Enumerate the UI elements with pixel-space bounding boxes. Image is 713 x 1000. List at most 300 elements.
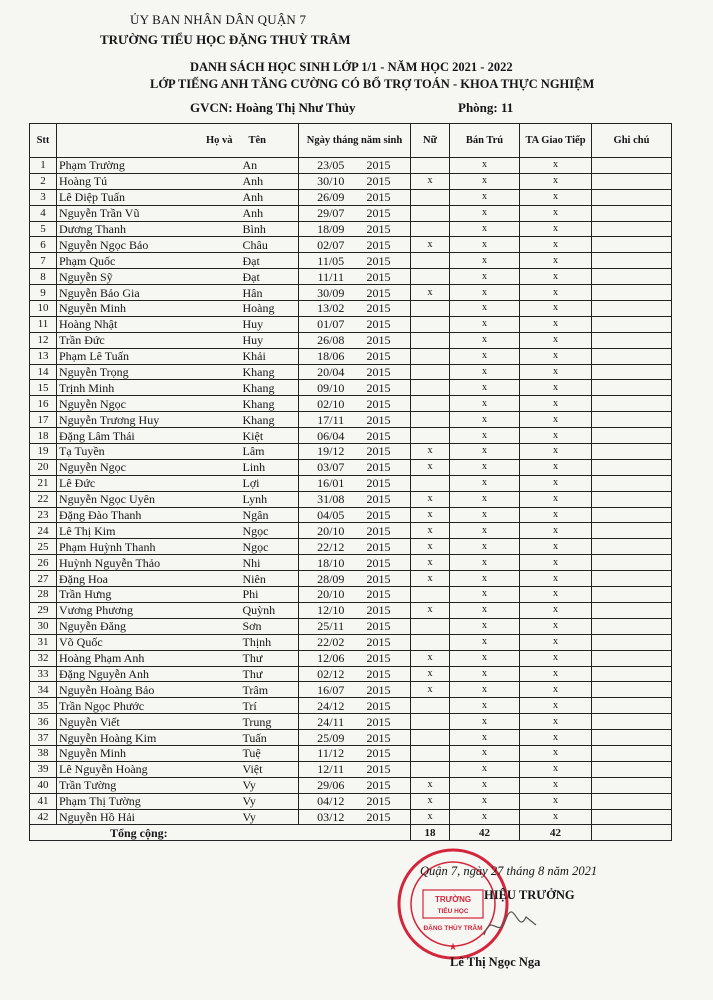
student-ten: Ngọc xyxy=(237,539,299,555)
student-stt: 8 xyxy=(30,269,57,285)
student-stt: 18 xyxy=(30,428,57,444)
document-title: DANH SÁCH HỌC SINH LỚP 1/1 - NĂM HỌC 2021 - 2022 xyxy=(190,60,513,74)
student-ho: Lê Nguyễn Hoàng xyxy=(57,761,237,777)
student-ten: Trung xyxy=(237,714,299,730)
table-row xyxy=(30,491,672,507)
header-school: TRƯỜNG TIỂU HỌC ĐẶNG THUỲ TRÂM xyxy=(100,32,351,47)
student-nu: x xyxy=(411,539,450,555)
table-row xyxy=(30,761,672,777)
student-ghi-chu xyxy=(592,698,672,714)
col-dob: Ngày tháng năm sinh xyxy=(299,124,411,158)
student-ho: Nguyễn Ngọc Uyên xyxy=(57,491,237,507)
student-stt: 42 xyxy=(30,809,57,825)
table-row xyxy=(30,587,672,603)
student-stt: 13 xyxy=(30,348,57,364)
student-dob-day: 24/12 xyxy=(299,698,363,714)
student-dob-day: 20/04 xyxy=(299,364,363,380)
student-ban-tru: x xyxy=(450,475,520,491)
student-stt: 27 xyxy=(30,571,57,587)
student-ban-tru: x xyxy=(450,348,520,364)
student-stt: 29 xyxy=(30,602,57,618)
student-ten: Lợi xyxy=(237,475,299,491)
student-dob-day: 12/11 xyxy=(299,761,363,777)
student-ta-giao-tiep: x xyxy=(520,777,592,793)
student-ho: Đặng Lâm Thái xyxy=(57,428,237,444)
student-nu: x xyxy=(411,507,450,523)
table-row xyxy=(30,698,672,714)
student-dob-day: 30/09 xyxy=(299,285,363,301)
student-dob-day: 02/10 xyxy=(299,396,363,412)
student-ban-tru: x xyxy=(450,761,520,777)
student-nu xyxy=(411,714,450,730)
student-ban-tru: x xyxy=(450,793,520,809)
student-ho: Đặng Nguyễn Anh xyxy=(57,666,237,682)
student-nu xyxy=(411,761,450,777)
student-ghi-chu xyxy=(592,205,672,221)
student-stt: 38 xyxy=(30,745,57,761)
student-stt: 21 xyxy=(30,475,57,491)
student-ten: Vy xyxy=(237,777,299,793)
student-ban-tru: x xyxy=(450,316,520,332)
table-row xyxy=(30,205,672,221)
student-ho: Trần Tường xyxy=(57,777,237,793)
student-ban-tru: x xyxy=(450,459,520,475)
student-ban-tru: x xyxy=(450,507,520,523)
student-ghi-chu xyxy=(592,285,672,301)
student-dob-day: 31/08 xyxy=(299,491,363,507)
student-dob-year: 2015 xyxy=(363,396,411,412)
student-ban-tru: x xyxy=(450,809,520,825)
student-stt: 20 xyxy=(30,459,57,475)
student-ban-tru: x xyxy=(450,221,520,237)
student-ban-tru: x xyxy=(450,555,520,571)
student-nu: x xyxy=(411,285,450,301)
student-ho: Nguyễn Viết xyxy=(57,714,237,730)
col-ten: Tên xyxy=(237,124,299,158)
student-dob-day: 28/09 xyxy=(299,571,363,587)
student-nu: x xyxy=(411,777,450,793)
student-ta-giao-tiep: x xyxy=(520,602,592,618)
student-ghi-chu xyxy=(592,793,672,809)
student-dob-year: 2015 xyxy=(363,539,411,555)
header-committee: ỦY BAN NHÂN DÂN QUẬN 7 xyxy=(130,12,307,27)
student-dob-year: 2015 xyxy=(363,745,411,761)
student-dob-year: 2015 xyxy=(363,364,411,380)
table-row xyxy=(30,777,672,793)
student-ghi-chu xyxy=(592,412,672,428)
totals-row xyxy=(30,825,672,841)
svg-text:★: ★ xyxy=(448,942,458,953)
student-ban-tru: x xyxy=(450,698,520,714)
student-dob-day: 20/10 xyxy=(299,523,363,539)
student-stt: 2 xyxy=(30,173,57,189)
student-stt: 14 xyxy=(30,364,57,380)
student-dob-day: 06/04 xyxy=(299,428,363,444)
student-dob-day: 02/07 xyxy=(299,237,363,253)
student-stt: 6 xyxy=(30,237,57,253)
student-ban-tru: x xyxy=(450,714,520,730)
student-ban-tru: x xyxy=(450,682,520,698)
student-ta-giao-tiep: x xyxy=(520,364,592,380)
student-stt: 34 xyxy=(30,682,57,698)
student-ghi-chu xyxy=(592,745,672,761)
student-ban-tru: x xyxy=(450,666,520,682)
student-dob-year: 2015 xyxy=(363,285,411,301)
student-stt: 33 xyxy=(30,666,57,682)
student-ta-giao-tiep: x xyxy=(520,634,592,650)
student-stt: 11 xyxy=(30,316,57,332)
student-ban-tru: x xyxy=(450,491,520,507)
student-nu: x xyxy=(411,602,450,618)
student-ten: Hân xyxy=(237,285,299,301)
table-row xyxy=(30,523,672,539)
student-ta-giao-tiep: x xyxy=(520,650,592,666)
student-ghi-chu xyxy=(592,221,672,237)
student-stt: 24 xyxy=(30,523,57,539)
student-dob-year: 2015 xyxy=(363,682,411,698)
table-row xyxy=(30,364,672,380)
student-ten: Hoàng xyxy=(237,301,299,317)
student-ban-tru: x xyxy=(450,173,520,189)
student-ta-giao-tiep: x xyxy=(520,459,592,475)
student-ten: Huy xyxy=(237,332,299,348)
student-ten: Niên xyxy=(237,571,299,587)
student-ban-tru: x xyxy=(450,745,520,761)
student-nu: x xyxy=(411,682,450,698)
student-stt: 31 xyxy=(30,634,57,650)
table-row xyxy=(30,650,672,666)
student-ten: Việt xyxy=(237,761,299,777)
student-ta-giao-tiep: x xyxy=(520,809,592,825)
student-ten: Khang xyxy=(237,380,299,396)
student-ho: Nguyễn Trần Vũ xyxy=(57,205,237,221)
student-nu xyxy=(411,158,450,174)
student-dob-day: 04/12 xyxy=(299,793,363,809)
student-dob-year: 2015 xyxy=(363,793,411,809)
table-row xyxy=(30,539,672,555)
table-row xyxy=(30,237,672,253)
student-nu: x xyxy=(411,666,450,682)
student-ban-tru: x xyxy=(450,301,520,317)
student-ten: Đạt xyxy=(237,253,299,269)
student-ghi-chu xyxy=(592,618,672,634)
student-ta-giao-tiep: x xyxy=(520,316,592,332)
student-nu xyxy=(411,698,450,714)
student-dob-year: 2015 xyxy=(363,475,411,491)
student-ta-giao-tiep: x xyxy=(520,507,592,523)
student-ho: Lê Diệp Tuấn xyxy=(57,189,237,205)
student-ban-tru: x xyxy=(450,253,520,269)
student-ghi-chu xyxy=(592,380,672,396)
student-ta-giao-tiep: x xyxy=(520,348,592,364)
table-row xyxy=(30,348,672,364)
student-ghi-chu xyxy=(592,602,672,618)
totals-ta-giao-tiep: 42 xyxy=(520,825,592,841)
student-ho: Phạm Lê Tuấn xyxy=(57,348,237,364)
table-row xyxy=(30,253,672,269)
student-stt: 3 xyxy=(30,189,57,205)
student-stt: 17 xyxy=(30,412,57,428)
student-ta-giao-tiep: x xyxy=(520,475,592,491)
student-nu: x xyxy=(411,491,450,507)
student-ho: Trịnh Minh xyxy=(57,380,237,396)
student-ban-tru: x xyxy=(450,380,520,396)
student-ho: Trần Ngọc Phước xyxy=(57,698,237,714)
student-dob-year: 2015 xyxy=(363,221,411,237)
col-ta-giao-tiep: TA Giao Tiếp xyxy=(520,124,592,158)
student-ten: Khải xyxy=(237,348,299,364)
student-ho: Nguyễn Minh xyxy=(57,301,237,317)
student-ghi-chu xyxy=(592,396,672,412)
student-ten: Vy xyxy=(237,793,299,809)
student-nu xyxy=(411,730,450,746)
student-ta-giao-tiep: x xyxy=(520,745,592,761)
student-ho: Nguyễn Hồ Hải xyxy=(57,809,237,825)
student-nu: x xyxy=(411,444,450,460)
student-dob-day: 25/09 xyxy=(299,730,363,746)
student-ta-giao-tiep: x xyxy=(520,396,592,412)
student-ho: Tạ Tuyền xyxy=(57,444,237,460)
table-row xyxy=(30,730,672,746)
student-ho: Võ Quốc xyxy=(57,634,237,650)
student-ten: Ngọc xyxy=(237,523,299,539)
student-ta-giao-tiep: x xyxy=(520,682,592,698)
student-ho: Lê Đức xyxy=(57,475,237,491)
student-ten: Thư xyxy=(237,666,299,682)
student-ban-tru: x xyxy=(450,571,520,587)
student-ho: Đặng Hoa xyxy=(57,571,237,587)
student-nu xyxy=(411,428,450,444)
student-ten: Linh xyxy=(237,459,299,475)
student-dob-day: 22/02 xyxy=(299,634,363,650)
student-ta-giao-tiep: x xyxy=(520,428,592,444)
student-ta-giao-tiep: x xyxy=(520,666,592,682)
table-row xyxy=(30,428,672,444)
student-ban-tru: x xyxy=(450,777,520,793)
student-dob-year: 2015 xyxy=(363,491,411,507)
table-header-row xyxy=(30,124,672,158)
student-stt: 10 xyxy=(30,301,57,317)
student-ho: Nguyễn Trọng xyxy=(57,364,237,380)
student-ta-giao-tiep: x xyxy=(520,205,592,221)
student-dob-year: 2015 xyxy=(363,205,411,221)
student-dob-day: 11/11 xyxy=(299,269,363,285)
student-dob-day: 02/12 xyxy=(299,666,363,682)
student-nu: x xyxy=(411,523,450,539)
student-dob-day: 25/11 xyxy=(299,618,363,634)
student-ta-giao-tiep: x xyxy=(520,714,592,730)
student-ta-giao-tiep: x xyxy=(520,189,592,205)
table-row xyxy=(30,571,672,587)
student-dob-day: 16/01 xyxy=(299,475,363,491)
table-row xyxy=(30,459,672,475)
table-row xyxy=(30,444,672,460)
student-ban-tru: x xyxy=(450,396,520,412)
student-dob-day: 03/12 xyxy=(299,809,363,825)
student-dob-year: 2015 xyxy=(363,428,411,444)
student-ten: Huy xyxy=(237,316,299,332)
student-ta-giao-tiep: x xyxy=(520,587,592,603)
student-stt: 16 xyxy=(30,396,57,412)
student-stt: 19 xyxy=(30,444,57,460)
student-ho: Nguyễn Minh xyxy=(57,745,237,761)
student-nu xyxy=(411,301,450,317)
student-dob-year: 2015 xyxy=(363,332,411,348)
student-dob-year: 2015 xyxy=(363,412,411,428)
student-dob-day: 11/05 xyxy=(299,253,363,269)
student-dob-year: 2015 xyxy=(363,348,411,364)
student-nu: x xyxy=(411,555,450,571)
student-nu: x xyxy=(411,793,450,809)
student-ban-tru: x xyxy=(450,205,520,221)
student-ten: Anh xyxy=(237,173,299,189)
student-dob-year: 2015 xyxy=(363,158,411,174)
student-ta-giao-tiep: x xyxy=(520,301,592,317)
student-dob-day: 11/12 xyxy=(299,745,363,761)
student-nu xyxy=(411,412,450,428)
student-ta-giao-tiep: x xyxy=(520,412,592,428)
student-dob-year: 2015 xyxy=(363,523,411,539)
student-ban-tru: x xyxy=(450,587,520,603)
student-ghi-chu xyxy=(592,650,672,666)
table-row xyxy=(30,618,672,634)
student-dob-year: 2015 xyxy=(363,253,411,269)
student-ho: Nguyễn Ngọc Bảo xyxy=(57,237,237,253)
signature xyxy=(480,905,540,945)
student-nu xyxy=(411,348,450,364)
student-dob-year: 2015 xyxy=(363,698,411,714)
student-dob-year: 2015 xyxy=(363,618,411,634)
student-ta-giao-tiep: x xyxy=(520,793,592,809)
student-ta-giao-tiep: x xyxy=(520,761,592,777)
student-dob-day: 17/11 xyxy=(299,412,363,428)
student-ten: Tuệ xyxy=(237,745,299,761)
svg-text:ĐẶNG THÙY TRÂM: ĐẶNG THÙY TRÂM xyxy=(423,925,483,932)
student-dob-year: 2015 xyxy=(363,316,411,332)
student-nu xyxy=(411,205,450,221)
student-ten: Tuấn xyxy=(237,730,299,746)
table-row xyxy=(30,555,672,571)
student-ho: Hoàng Nhật xyxy=(57,316,237,332)
student-dob-day: 26/08 xyxy=(299,332,363,348)
col-stt: Stt xyxy=(30,124,57,158)
student-dob-day: 30/10 xyxy=(299,173,363,189)
student-dob-day: 01/07 xyxy=(299,316,363,332)
student-ta-giao-tiep: x xyxy=(520,285,592,301)
student-ghi-chu xyxy=(592,459,672,475)
student-dob-day: 18/10 xyxy=(299,555,363,571)
student-ghi-chu xyxy=(592,253,672,269)
student-nu xyxy=(411,396,450,412)
student-ho: Nguyễn Đăng xyxy=(57,618,237,634)
student-dob-day: 18/09 xyxy=(299,221,363,237)
student-ghi-chu xyxy=(592,348,672,364)
student-ban-tru: x xyxy=(450,364,520,380)
student-nu: x xyxy=(411,571,450,587)
student-nu xyxy=(411,618,450,634)
table-row xyxy=(30,745,672,761)
student-nu xyxy=(411,364,450,380)
table-row xyxy=(30,793,672,809)
student-ten: Lynh xyxy=(237,491,299,507)
svg-text:TIỂU HỌC: TIỂU HỌC xyxy=(437,908,469,915)
student-ghi-chu xyxy=(592,428,672,444)
table-row xyxy=(30,714,672,730)
student-ghi-chu xyxy=(592,269,672,285)
student-ho: Hoàng Tú xyxy=(57,173,237,189)
student-nu xyxy=(411,189,450,205)
table-row xyxy=(30,221,672,237)
student-ghi-chu xyxy=(592,809,672,825)
student-dob-day: 23/05 xyxy=(299,158,363,174)
student-ten: Thư xyxy=(237,650,299,666)
student-ban-tru: x xyxy=(450,237,520,253)
student-ta-giao-tiep: x xyxy=(520,332,592,348)
student-ta-giao-tiep: x xyxy=(520,539,592,555)
student-stt: 22 xyxy=(30,491,57,507)
student-stt: 23 xyxy=(30,507,57,523)
student-ban-tru: x xyxy=(450,634,520,650)
student-nu: x xyxy=(411,459,450,475)
student-ho: Phạm Thị Tường xyxy=(57,793,237,809)
student-nu: x xyxy=(411,173,450,189)
student-ta-giao-tiep: x xyxy=(520,221,592,237)
student-ghi-chu xyxy=(592,666,672,682)
room-number: Phòng: 11 xyxy=(458,100,514,115)
student-ghi-chu xyxy=(592,444,672,460)
student-dob-day: 19/12 xyxy=(299,444,363,460)
student-dob-day: 03/07 xyxy=(299,459,363,475)
table-row xyxy=(30,301,672,317)
student-stt: 37 xyxy=(30,730,57,746)
student-ten: An xyxy=(237,158,299,174)
student-dob-year: 2015 xyxy=(363,602,411,618)
student-stt: 36 xyxy=(30,714,57,730)
student-ban-tru: x xyxy=(450,618,520,634)
student-nu: x xyxy=(411,809,450,825)
student-ghi-chu xyxy=(592,316,672,332)
student-dob-year: 2015 xyxy=(363,666,411,682)
student-dob-year: 2015 xyxy=(363,777,411,793)
student-ghi-chu xyxy=(592,475,672,491)
student-dob-day: 29/07 xyxy=(299,205,363,221)
student-ho: Nguyễn Sỹ xyxy=(57,269,237,285)
student-nu xyxy=(411,269,450,285)
signature-date: Quận 7, ngày 27 tháng 8 năm 2021 xyxy=(420,864,598,878)
totals-ban-tru: 42 xyxy=(450,825,520,841)
totals-label: Tổng cộng: xyxy=(30,825,411,841)
student-stt: 9 xyxy=(30,285,57,301)
student-ten: Nhi xyxy=(237,555,299,571)
student-dob-year: 2015 xyxy=(363,380,411,396)
student-ban-tru: x xyxy=(450,730,520,746)
student-ta-giao-tiep: x xyxy=(520,158,592,174)
student-ten: Đạt xyxy=(237,269,299,285)
student-ho: Nguyễn Hoàng Kim xyxy=(57,730,237,746)
student-ho: Phạm Trường xyxy=(57,158,237,174)
student-ho: Trần Hưng xyxy=(57,587,237,603)
student-ghi-chu xyxy=(592,237,672,253)
col-ban-tru: Bán Trú xyxy=(450,124,520,158)
student-ban-tru: x xyxy=(450,523,520,539)
signature-title: HIỆU TRƯỞNG xyxy=(484,888,575,902)
student-stt: 35 xyxy=(30,698,57,714)
student-nu xyxy=(411,587,450,603)
student-ho: Nguyễn Bảo Gia xyxy=(57,285,237,301)
student-dob-year: 2015 xyxy=(363,459,411,475)
student-ten: Lâm xyxy=(237,444,299,460)
student-ban-tru: x xyxy=(450,285,520,301)
